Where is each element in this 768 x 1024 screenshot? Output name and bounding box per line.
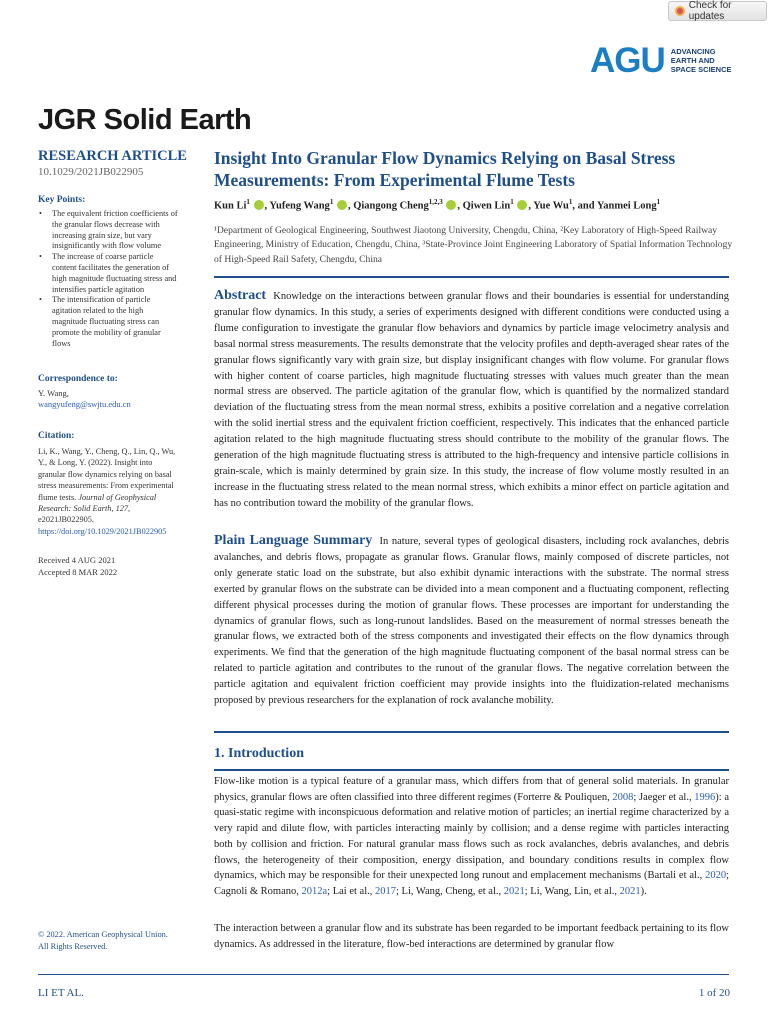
agu-tagline-line: ADVANCING — [670, 47, 716, 56]
orcid-icon[interactable] — [254, 200, 264, 210]
agu-tagline-line: EARTH AND — [670, 56, 715, 65]
correspondence-email-link[interactable]: wangyufeng@swjtu.edu.cn — [38, 399, 131, 409]
author-name: Yufeng Wang — [269, 200, 330, 212]
author-affiliation-sup: 1 — [510, 198, 514, 206]
received-date: Received 4 AUG 2021 — [38, 555, 116, 565]
introduction-paragraph-1 — [214, 774, 729, 900]
introduction-text: ; Li, Wang, Lin, et al., — [524, 885, 620, 897]
key-point-item: • The intensification of particle agitation related to the high magnitude fluctuating stress can promote the mobility of granular flows — [38, 295, 178, 349]
key-points-heading: Key Points: — [38, 195, 86, 205]
check-updates-label: Check for updates — [688, 0, 732, 22]
introduction-text: ): a quasi-static regime with inconspicuous deformation and relative motion of particles; an inertial regime characterized by a very rapid and dilute flow, with particles interacting mainly by collision; and a dense regime with particles interacting both by collision and friction. For natural granular mass flows such as rock avalanches, debris avalanches, and debris flows, the heterogeneity of their composition, energy dissipation, and boundary conditions results in complex flow dynamics, which may be responsible for their unexpected long runout and emplacement mechanisms (Bartali et al., — [214, 791, 729, 882]
article-type: RESEARCH ARTICLE — [38, 148, 187, 164]
footer-author: LI ET AL. — [38, 987, 84, 999]
author-affiliation-sup: 1 — [329, 198, 334, 206]
citation-year-link[interactable]: 2017 — [375, 885, 396, 897]
correspondence-heading: Correspondence to: — [38, 374, 118, 384]
agu-tagline — [671, 47, 732, 74]
pls-text: In nature, several types of geological disasters, including rock avalanches, debris avalanches, and debris flows, propagate as granular flows. Granular flows, mainly composed of discrete particles, not only generate static load on the substrate, but also exhibit dynamic interactions with the substrate. The normal stress exerted by granular flows on the substrate can be divided into a mean component and a fluctuating component, reflecting different physical processes during the motion of granular flows. These processes are important for understanding the dynamics of granular flows, such as long-runout landslides. Based on the measurement of normal stresses beneath the granular flows, we extracted both of the stress components and investigated their effects on the flow dynamics through experiments. We find that the generation of the high magnitude fluctuating component of the basal normal stress can be related to particle agitation and contributes to the runout of the granular flows. The negative correlation between the particle agitation and equivalent friction coefficient may provide insights into the fluidization-related mechanisms proposed by previous researchers for the explanation of rock avalanche mobility. — [214, 536, 729, 707]
orcid-icon[interactable] — [337, 200, 347, 210]
citation-year-link[interactable]: 2012a — [301, 885, 328, 897]
author-name: Kun Li — [214, 200, 247, 212]
author-name: Qiwen Lin — [462, 200, 511, 212]
citation-year-link[interactable]: 2021 — [503, 885, 525, 897]
crossmark-icon — [675, 6, 685, 16]
introduction-text: ; Cagnoli & Romano, — [214, 870, 729, 897]
divider — [214, 769, 729, 771]
key-point-item: • The increase of coarse particle content facilitates the generation of high magnitude fluctuating stress and intensifies particle agitation — [38, 252, 178, 295]
author-affiliation-sup: 1,2,3 — [428, 198, 443, 206]
citation-text — [38, 446, 178, 537]
author-list: Kun Li$^1$ , Yufeng Wang$^1$ , Qiangong Cheng$^{1,2,3}$ , Qiwen Lin$^1$ , Yue Wu$^1$, and Yanmei Long$^1$ — [214, 198, 661, 212]
citation-year-link[interactable]: 2008 — [612, 791, 634, 803]
key-point-item: • The equivalent friction coefficients of the granular flows decrease with increasing grain size, but vary insignificantly with flow volume — [38, 209, 178, 252]
affiliations: ¹Department of Geological Engineering, Southwest Jiaotong University, Chengdu, China, ²Key Laboratory of High-Speed Railway Engineering, Ministry of Education, Chengdu, China, ³State-Province Joint Engineering Laboratory of Spatial Information Technology of High-Speed Rail Safety, Chengdu, China — [214, 225, 733, 265]
author-name: Yanmei Long — [596, 200, 657, 212]
introduction-text: ). — [640, 885, 647, 897]
citation-year-link[interactable]: 1996 — [694, 791, 716, 803]
agu-logo-letters: AGU — [590, 41, 665, 80]
introduction-text: ; Lai et al., — [327, 885, 375, 897]
orcid-icon[interactable] — [446, 200, 456, 210]
pls-heading: Plain Language Summary — [214, 533, 373, 548]
author-affiliation-sup: 1 — [568, 198, 573, 206]
introduction-text: Flow-like motion is a typical feature of a granular mass, which differs from that of general solid materials. In granular physics, granular flows are often classified into three different regimes (Forterre & Pouliquen, — [214, 776, 729, 803]
citation-doi-link[interactable]: https://doi.org/10.1029/2021JB022905 — [38, 526, 167, 536]
agu-logo — [590, 43, 732, 78]
author-affiliation-sup: 1 — [656, 198, 661, 206]
correspondence-name: Y. Wang, — [38, 388, 69, 398]
divider — [214, 276, 729, 278]
doi: 10.1029/2021JB022905 — [38, 166, 144, 178]
author-affiliation-sup: 1 — [246, 198, 250, 206]
article-title: Insight Into Granular Flow Dynamics Relying on Basal Stress Measurements: From Experimental Flume Tests — [214, 148, 676, 190]
abstract-section — [214, 288, 729, 512]
abstract-text: Knowledge on the interactions between granular flows and their boundaries is essential for understanding granular flow dynamics. In this study, a series of experiments designed with different conditions were conducted using a flume configuration to investigate the granular flow behaviors and dynamics by particle image velocimetry analysis and basal normal stress measurements. The results demonstrate that the velocity profiles and depth-averaged shear rates of the granular flows significantly vary with grain size, but display insignificant changes with flow volume. For granular flows with higher content of coarse particles, high magnitude fluctuating stresses with values much greater than the mean normal stress are observed. The particle agitation of the granular flow, which is quantified by the normalized standard deviation of the fluctuating stress from the mean normal stress, exhibits a positive correlation and a negative correlation with the solid inertial stress and the equivalent friction coefficient, respectively. This indicates that the enhanced particle agitation related to the high magnitude fluctuating stress should contribute to the mobility of the granular flows. The generation of the high magnitude fluctuating stress is attributed to the high-frequency and intensive particle collisions in grain-scale, which is mainly determined by grain size. In this study, the increase of flow volume mostly resulted in an increase in the fluctuating stress related to the mean normal stress, which exhibits a minor effect on particle agitation and has no contribution toward the mobility of the granular flows. — [214, 291, 730, 509]
key-points-list — [38, 209, 178, 349]
introduction-paragraph-2: The interaction between a granular flow and its substrate has been regarded to be important feedback pertaining to its flow dynamics. As addressed in the literature, flow-bed interactions are determined by granular flow — [214, 923, 729, 950]
author-name: Yue Wu — [533, 200, 569, 212]
agu-tagline-line: SPACE SCIENCE — [670, 65, 732, 74]
accepted-date: Accepted 8 MAR 2022 — [38, 567, 118, 577]
footer-divider — [38, 974, 729, 975]
check-for-updates-button[interactable] — [668, 1, 767, 21]
copyright-line: © 2022. American Geophysical Union. — [38, 930, 168, 939]
citation-article-number: , e2021JB022905. — [38, 504, 131, 525]
divider — [214, 731, 729, 733]
copyright-line: All Rights Reserved. — [38, 942, 108, 951]
page-number: 1 of 20 — [698, 987, 730, 999]
citation-journal: Journal of Geophysical Research: Solid Earth, 127 — [38, 492, 157, 514]
citation-heading: Citation: — [38, 431, 75, 441]
introduction-text: ; Jaeger et al., — [633, 791, 695, 803]
citation-year-link[interactable]: 2021 — [619, 885, 641, 897]
abstract-heading: Abstract — [214, 288, 267, 303]
citation-year-link[interactable]: 2020 — [705, 870, 727, 882]
orcid-icon[interactable] — [517, 200, 527, 210]
plain-language-summary-section — [214, 533, 729, 709]
author-name: Qiangong Cheng — [353, 200, 429, 212]
copyright-notice — [38, 929, 188, 953]
citation-body: Li, K., Wang, Y., Cheng, Q., Lin, Q., Wu, Y., & Long, Y. (2022). Insight into granular flow dynamics relying on basal stress measurements: From experimental flume tests. — [38, 447, 176, 502]
introduction-heading: 1. Introduction — [214, 746, 304, 761]
journal-title: JGR Solid Earth — [38, 104, 252, 136]
introduction-text: ; Li, Wang, Cheng, et al., — [396, 885, 504, 897]
